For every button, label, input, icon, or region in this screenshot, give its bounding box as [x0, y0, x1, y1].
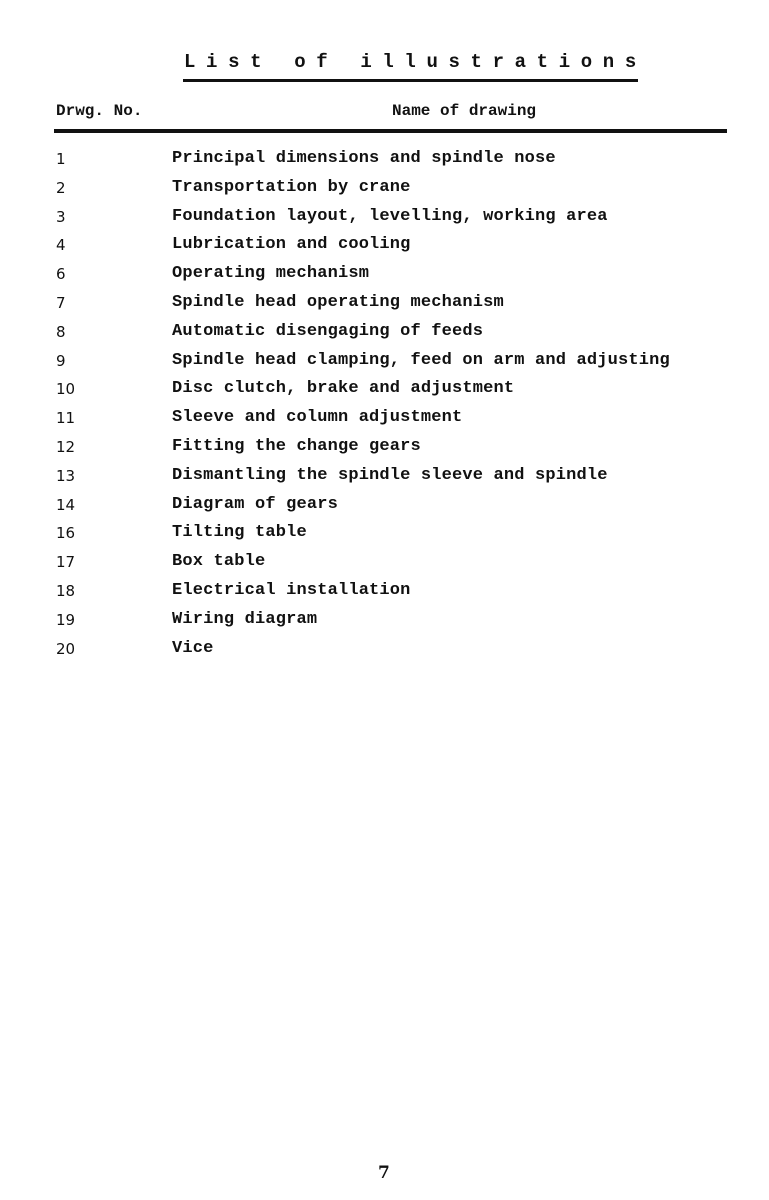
drawing-number: 2	[56, 178, 66, 197]
list-item	[0, 235, 769, 264]
drawing-name: Foundation layout, levelling, working area	[172, 206, 608, 226]
list-item	[0, 408, 769, 437]
list-item	[0, 149, 769, 178]
list-item	[0, 207, 769, 236]
drawing-number: 1	[56, 150, 66, 168]
list-item	[0, 322, 769, 351]
drawing-number: 14	[56, 495, 76, 514]
column-header-drawing-number: Drwg. No.	[56, 102, 143, 120]
drawing-name: Sleeve and column adjustment	[172, 408, 463, 428]
list-item	[0, 610, 769, 639]
list-item	[0, 552, 769, 581]
drawing-name: Spindle head operating mechanism	[172, 292, 504, 312]
drawing-number: 20	[56, 639, 76, 658]
list-item	[0, 466, 769, 495]
drawing-name: Transportation by crane	[172, 177, 411, 197]
drawing-number: 13	[56, 466, 76, 485]
drawing-name: Operating mechanism	[172, 264, 370, 284]
drawing-name: Automatic disengaging of feeds	[172, 321, 484, 341]
drawing-number: 19	[56, 610, 76, 629]
header-rule	[54, 129, 727, 133]
list-item	[0, 437, 769, 466]
drawing-name: Wiring diagram	[172, 609, 318, 629]
list-item	[0, 351, 769, 380]
drawing-number: 17	[56, 553, 76, 572]
list-item	[0, 581, 769, 610]
drawing-name: Tilting table	[172, 523, 307, 543]
drawing-number: 9	[56, 351, 66, 370]
drawing-name: Disc clutch, brake and adjustment	[172, 379, 515, 399]
title-underline	[183, 79, 638, 82]
drawing-number: 18	[56, 581, 76, 600]
drawing-number: 4	[56, 236, 66, 255]
drawing-name: Spindle head clamping, feed on arm and adjusting	[172, 350, 670, 370]
page-title: List of illustrations	[184, 51, 647, 73]
drawing-name: Lubrication and cooling	[172, 235, 411, 255]
drawing-number: 11	[56, 409, 76, 428]
drawing-number: 6	[56, 265, 66, 284]
list-item	[0, 379, 769, 408]
drawing-name: Fitting the change gears	[172, 436, 421, 456]
list-item	[0, 293, 769, 322]
drawing-name: Electrical installation	[172, 580, 411, 600]
list-item	[0, 523, 769, 552]
drawing-number: 3	[56, 207, 66, 226]
drawing-number: 10	[56, 380, 76, 399]
drawing-number: 16	[56, 524, 76, 543]
page-number: 7	[378, 1163, 390, 1183]
drawing-name: Dismantling the spindle sleeve and spindle	[172, 465, 608, 485]
drawing-number: 7	[56, 293, 66, 312]
column-header-drawing-name: Name of drawing	[392, 102, 537, 120]
list-item	[0, 178, 769, 207]
list-item	[0, 639, 769, 668]
drawing-name: Principal dimensions and spindle nose	[172, 149, 556, 168]
drawing-number: 8	[56, 322, 66, 341]
drawing-name: Box table	[172, 552, 266, 572]
illustrations-list	[0, 149, 769, 667]
drawing-name: Vice	[172, 638, 214, 658]
list-item	[0, 495, 769, 524]
drawing-name: Diagram of gears	[172, 494, 338, 514]
drawing-number: 12	[56, 437, 76, 456]
list-item	[0, 264, 769, 293]
